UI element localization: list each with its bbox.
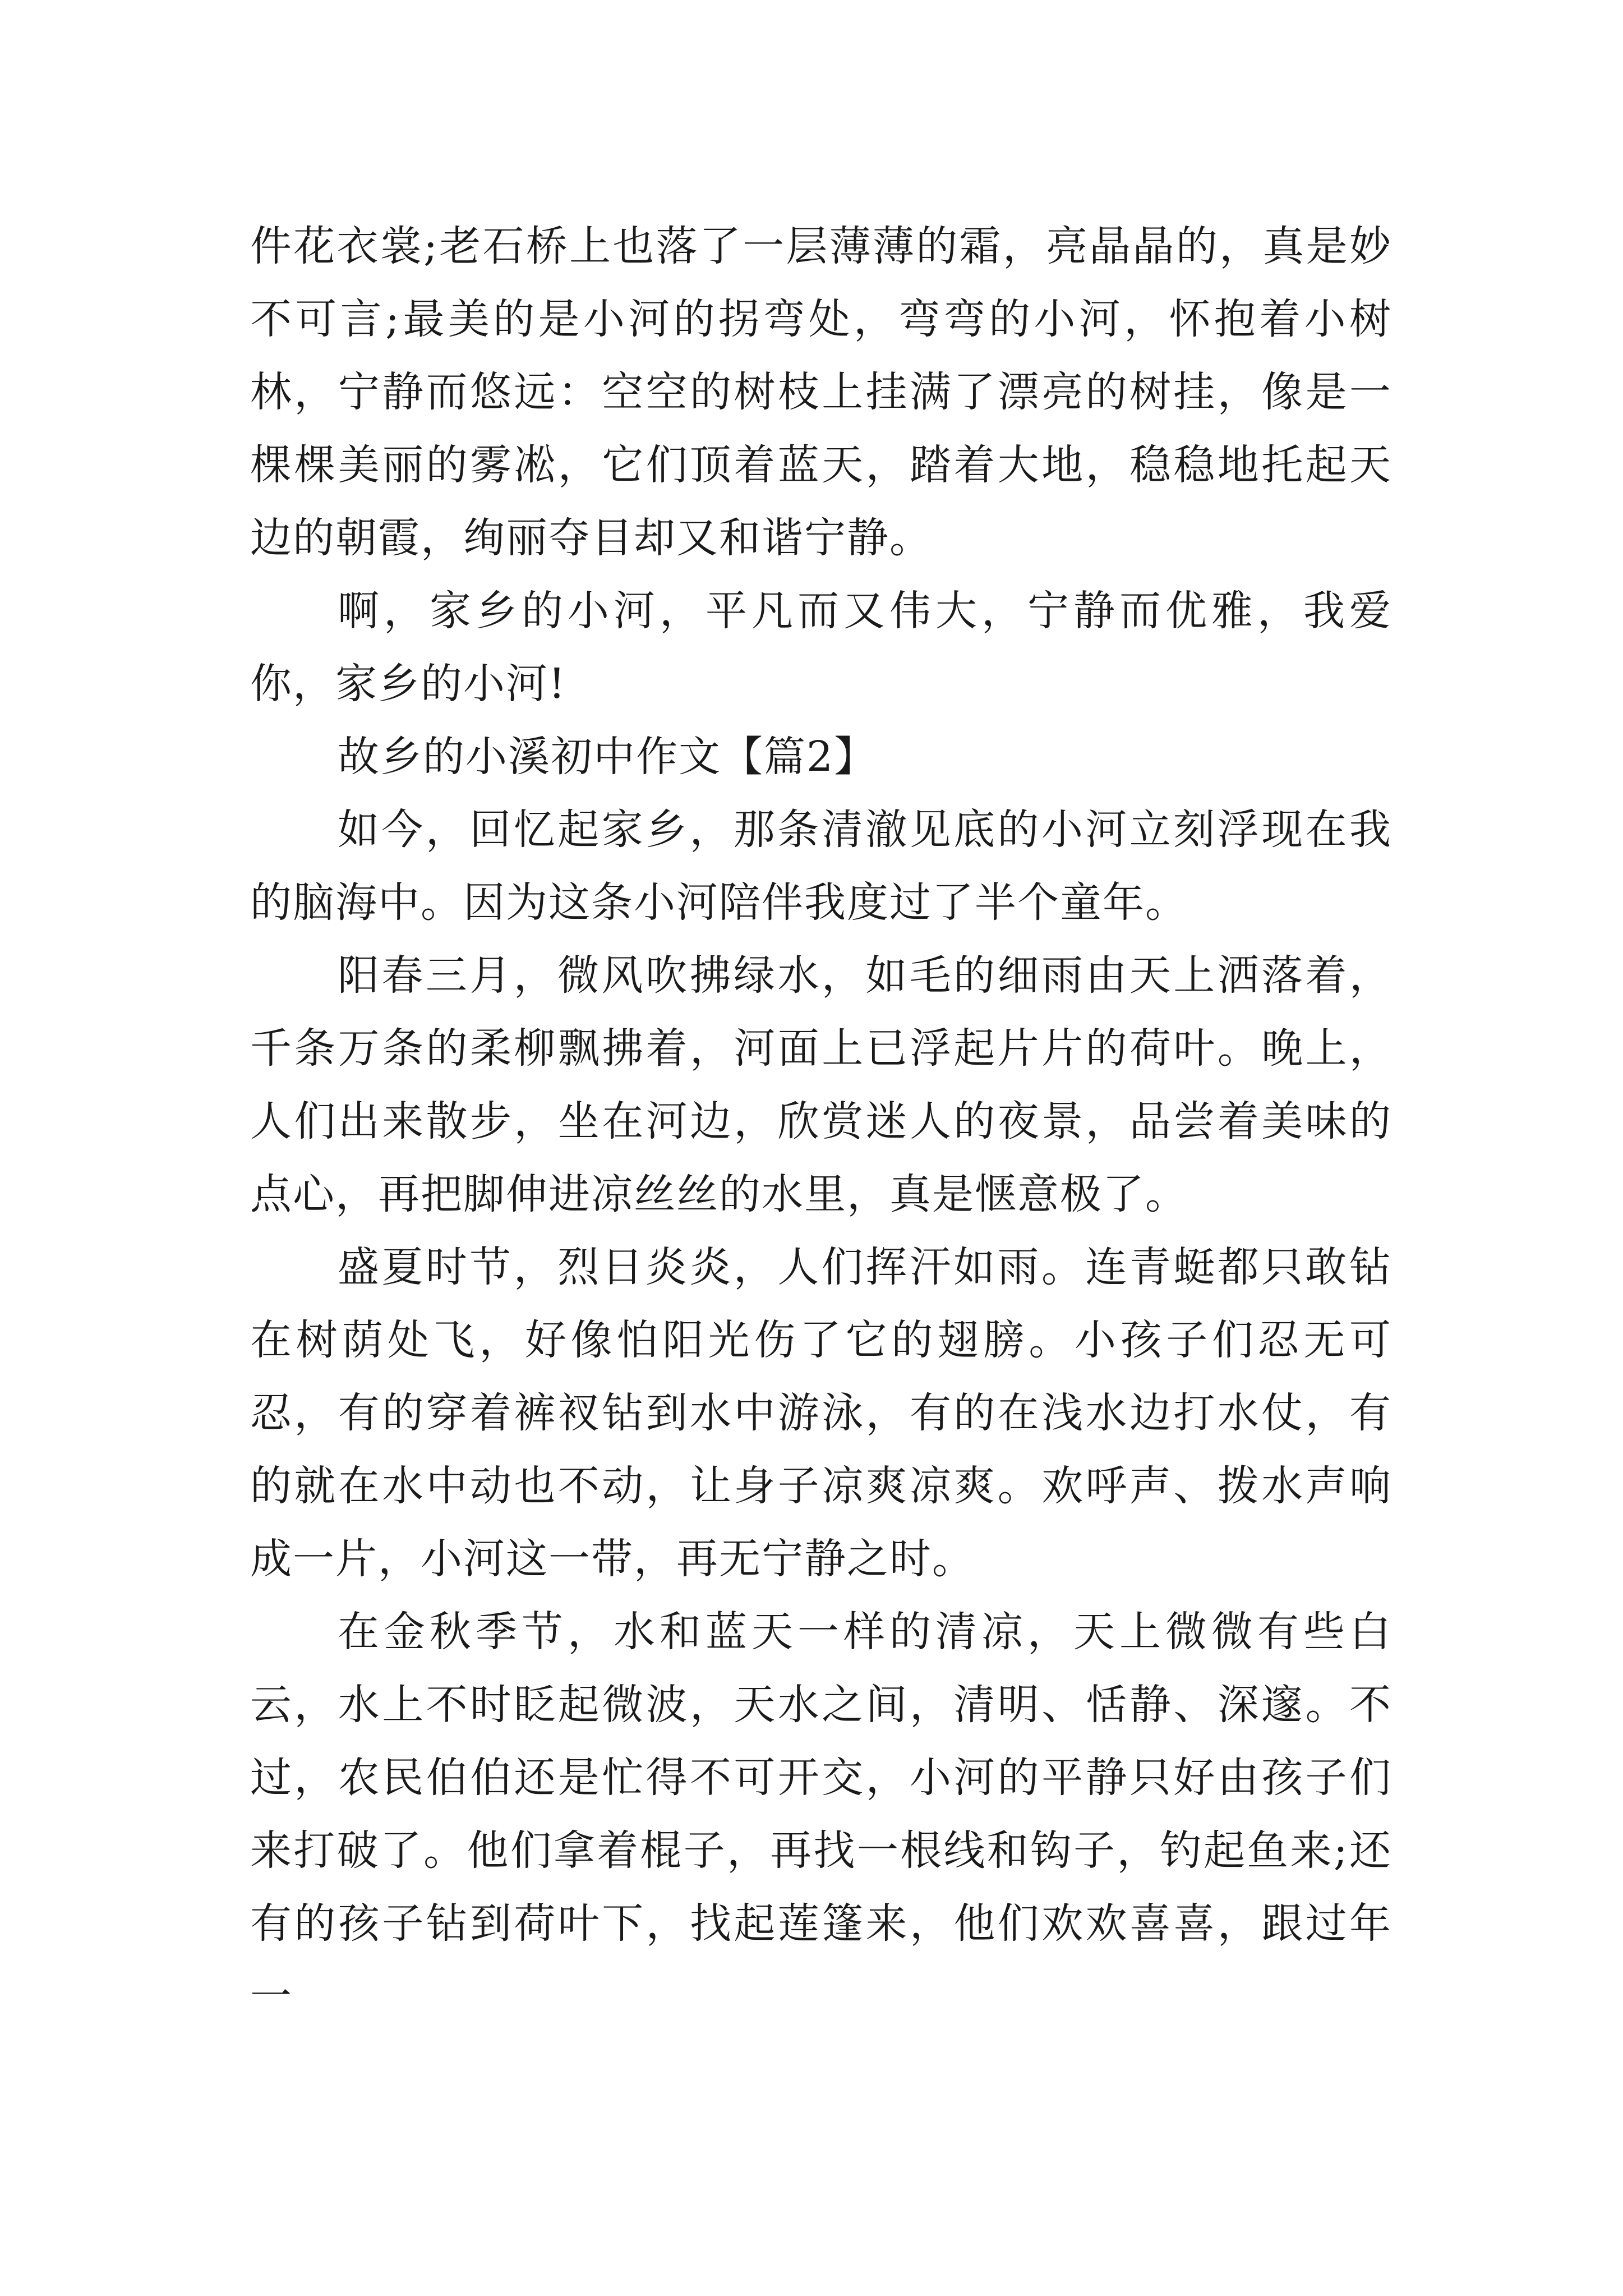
paragraph-autumn: 在金秋季节，水和蓝天一样的清凉，天上微微有些白云，水上不时眨起微波，天水之间，清明、恬静、深邃。不过，农民伯伯还是忙得不可开交，小河的平静只好由孩子们来打破了。他们拿着棍子，再找一根线和钩子，钓起鱼来;还有的孩子钻到荷叶下，找起莲篷来，他们欢欢喜喜，跟过年一 <box>250 1608 1392 2021</box>
paragraph-continued: 件花衣裳;老石桥上也落了一层薄薄的霜，亮晶晶的，真是妙不可言;最美的是小河的拐弯处，弯弯的小河，怀抱着小树林，宁静而悠远：空空的树枝上挂满了漂亮的树挂，像是一棵棵美丽的雾凇，它们顶着蓝天，踏着大地，稳稳地托起天边的朝霞，绚丽夺目却又和谐宁静。 <box>250 222 1392 562</box>
section-heading: 故乡的小溪初中作文【篇2】 <box>338 733 877 781</box>
paragraph-spring: 阳春三月，微风吹拂绿水，如毛的细雨由天上洒落着，千条万条的柔柳飘拂着，河面上已浮起片片的荷叶。晚上，人们出来散步，坐在河边，欣赏迷人的夜景，品尝着美味的点心，再把脚伸进凉丝丝的水里，真是惬意极了。 <box>250 951 1392 1218</box>
paragraph-memory: 如今，回忆起家乡，那条清澈见底的小河立刻浮现在我的脑海中。因为这条小河陪伴我度过了半个童年。 <box>250 806 1392 927</box>
paragraph-summer: 盛夏时节，烈日炎炎，人们挥汗如雨。连青蜓都只敢钻在树荫处飞，好像怕阳光伤了它的翅膀。小孩子们忍无可忍，有的穿着裤衩钻到水中游泳，有的在浅水边打水仗，有的就在水中动也不动，让身子凉爽凉爽。欢呼声、拨水声响成一片，小河这一带，再无宁静之时。 <box>250 1243 1392 1583</box>
document-body <box>250 210 1392 2033</box>
paragraph-river-love: 啊，家乡的小河，平凡而又伟大，宁静而优雅，我爱你，家乡的小河! <box>250 587 1392 708</box>
